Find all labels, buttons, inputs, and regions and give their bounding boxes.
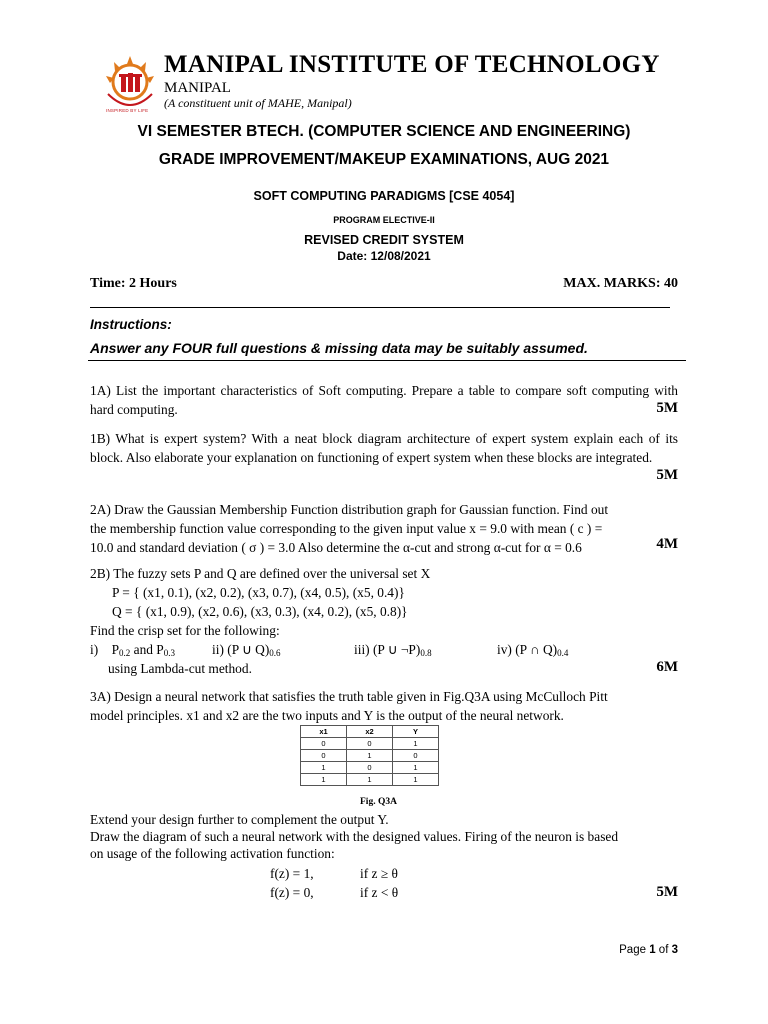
credit-system: REVISED CREDIT SYSTEM xyxy=(304,233,464,247)
logo-motto: INSPIRED BY LIFE xyxy=(106,108,149,113)
activation-function-2-rhs: if z < θ xyxy=(360,885,399,900)
question-1b-marks: 5M xyxy=(656,467,678,483)
activation-function-2-lhs: f(z) = 0, xyxy=(270,885,314,900)
institute-subtitle: (A constituent unit of MAHE, Manipal) xyxy=(164,96,352,110)
question-2b-marks: 6M xyxy=(656,659,678,675)
table-cell: 1 xyxy=(393,738,439,750)
question-3a-line-2: model principles. x1 and x2 are the two inputs and Y is the output of the neural network. xyxy=(90,708,564,723)
truth-table-header xyxy=(301,726,439,738)
institute-name: MANIPAL INSTITUTE OF TECHNOLOGY xyxy=(164,51,660,78)
table-cell: 1 xyxy=(301,762,347,774)
header-divider xyxy=(90,307,670,308)
exam-type-heading: GRADE IMPROVEMENT/MAKEUP EXAMINATIONS, AUG 2021 xyxy=(158,151,610,168)
question-2b xyxy=(90,564,690,678)
table-cell: 1 xyxy=(393,774,439,786)
part-iv: iv) (P ∩ $Q)_{0.4}$ xyxy=(497,642,569,658)
part-i: i) $P_{0.2}$ and $P_{0.3}$ xyxy=(90,642,176,658)
course-title: SOFT COMPUTING PARADIGMS [CSE 4054] xyxy=(253,189,515,203)
activation-function-1-rhs: if z ≥ θ xyxy=(360,866,398,881)
max-marks: MAX. MARKS: 40 xyxy=(563,276,678,291)
question-2a-line-3: 10.0 and standard deviation ( σ ) = 3.0 Also determine the α-cut and strong α-cut for α = 0.6 xyxy=(90,540,582,555)
table-row xyxy=(301,750,439,762)
instructions-text: Answer any FOUR full questions & missing data may be suitably assumed. xyxy=(90,340,588,356)
question-3a-extend: Extend your design further to complement the output Y. xyxy=(90,812,389,827)
question-1a: 1A) List the important characteristics of Soft computing. Prepare a table to compare soft computing with hard computing. xyxy=(90,383,678,417)
table-row xyxy=(301,774,439,786)
semester-heading: VI SEMESTER BTECH. (COMPUTER SCIENCE AND ENGINEERING) xyxy=(137,123,631,140)
part-iii: iii) (P ∪ $\neg P)_{0.8}$ xyxy=(354,642,432,658)
activation-function-1-lhs: f(z) = 1, xyxy=(270,866,314,881)
exam-date: Date: 12/08/2021 xyxy=(337,249,431,263)
table-row xyxy=(301,762,439,774)
question-2a xyxy=(90,500,608,557)
table-cell: 0 xyxy=(301,750,347,762)
question-3a-marks: 5M xyxy=(656,884,678,900)
table-cell: 0 xyxy=(301,738,347,750)
question-3a-draw-line-2: on usage of the following activation function: xyxy=(90,846,335,861)
part-ii: ii) (P ∪ $Q)_{0.6}$ xyxy=(212,642,281,658)
fuzzy-set-q: Q = { (x1, 0.9), (x2, 0.6), (x3, 0.3), (x4, 0.2), (x5, 0.8)} xyxy=(112,604,408,619)
question-3a xyxy=(90,687,608,725)
question-3a-continued xyxy=(90,811,618,862)
page-number: Page 1 of 3 xyxy=(619,944,678,956)
table-cell: 1 xyxy=(347,750,393,762)
elective-label: PROGRAM ELECTIVE-II xyxy=(333,215,435,225)
question-2b-parts xyxy=(90,640,690,659)
question-2b-find: Find the crisp set for the following: xyxy=(90,623,280,638)
table-cell: 0 xyxy=(347,738,393,750)
instructions-title: Instructions: xyxy=(90,317,172,332)
question-2a-line-2: the membership function value corresponding to the given input value x = 9.0 with mean ( c ) = xyxy=(90,521,603,536)
figure-caption: Fig. Q3A xyxy=(360,797,397,807)
fuzzy-set-p: P = { (x1, 0.1), (x2, 0.2), (x3, 0.7), (x4, 0.5), (x5, 0.4)} xyxy=(112,585,405,600)
institute-city: MANIPAL xyxy=(164,80,231,96)
table-cell: 1 xyxy=(347,774,393,786)
table-cell: 1 xyxy=(393,762,439,774)
question-2a-line-1: 2A) Draw the Gaussian Membership Function distribution graph for Gaussian function. Find out xyxy=(90,502,609,517)
header-cell: Y xyxy=(393,726,439,738)
question-3a-line-1: 3A) Design a neural network that satisfies the truth table given in Fig.Q3A using McCulloch Pitt xyxy=(90,689,608,704)
question-2b-intro: 2B) The fuzzy sets P and Q are defined over the universal set X xyxy=(90,566,431,581)
question-1a-marks: 5M xyxy=(656,400,678,416)
table-cell: 1 xyxy=(301,774,347,786)
exam-duration: Time: 2 Hours xyxy=(90,276,177,291)
table-cell: 0 xyxy=(393,750,439,762)
truth-table xyxy=(300,725,439,786)
header-cell: x2 xyxy=(347,726,393,738)
instructions-divider xyxy=(88,360,686,361)
question-3a-draw-line-1: Draw the diagram of such a neural network with the designed values. Firing of the neuron is based xyxy=(90,829,619,844)
table-cell: 0 xyxy=(347,762,393,774)
question-2a-marks: 4M xyxy=(656,536,678,552)
header-cell: x1 xyxy=(301,726,347,738)
question-1b: 1B) What is expert system? With a neat block diagram architecture of expert system explain each of its block. Also elaborate your explanation on functioning of expert system when these blocks are integrated. xyxy=(90,431,678,465)
table-row xyxy=(301,738,439,750)
question-2b-method: using Lambda-cut method. xyxy=(108,661,252,676)
